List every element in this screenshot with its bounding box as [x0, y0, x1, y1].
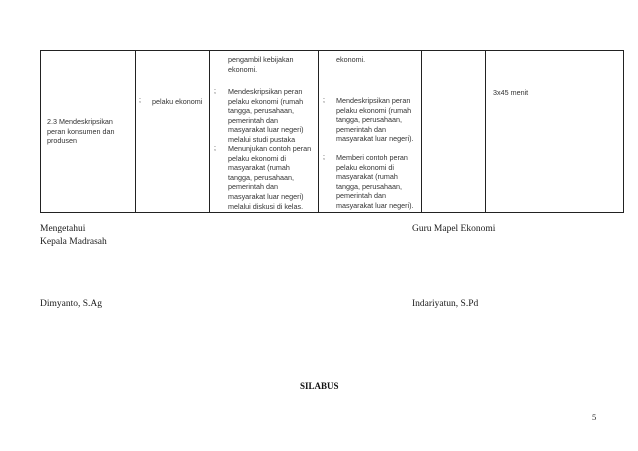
kepala-madrasah-label: Kepala Madrasah: [40, 237, 107, 247]
materi-cell: pelaku ekonomi: [152, 97, 203, 106]
column-divider: [135, 51, 136, 212]
indikator-bullet: ;: [323, 97, 325, 104]
page-number: 5: [592, 412, 597, 422]
kegiatan-bullet: ;: [214, 145, 216, 152]
kegiatan-item: Mendeskripsikan peran pelaku ekonomi (rumah tangga, perusahaan, pemerintah dan masyarakat luar negeri) melalui studi pustaka: [228, 87, 304, 144]
guru-mapel-label: Guru Mapel Ekonomi: [412, 224, 496, 234]
alokasi-waktu-cell: 3x45 menit: [493, 88, 529, 97]
kegiatan-bullet: ;: [214, 88, 216, 95]
column-divider: [209, 51, 210, 212]
indikator-item: Mendeskripsikan peran pelaku ekonomi (rumah tangga, perusahaan, pemerintah dan masyarakat luar negeri).: [336, 96, 414, 144]
guru-mapel-name: Indariyatun, S.Pd: [412, 299, 479, 309]
kepala-madrasah-name: Dimyanto, S.Ag: [40, 299, 103, 309]
column-divider: [421, 51, 422, 212]
kd-cell: 2.3 Mendeskripsikan peran konsumen dan produsen: [47, 117, 115, 146]
kegiatan-top-text: pengambil kebijakan ekonomi.: [228, 55, 294, 74]
kegiatan-item: Menunjukan contoh peran pelaku ekonomi di masyarakat (rumah tangga, perusahaan, pemerintah dan masyarakat luar negeri) melalui diskusi di kelas.: [228, 144, 312, 211]
mengetahui-label: Mengetahui: [40, 224, 86, 234]
page-title: SILABUS: [300, 381, 339, 391]
indikator-top-text: ekonomi.: [336, 55, 366, 64]
indikator-item: Memberi contoh peran pelaku ekonomi di masyarakat (rumah tangga, perusahaan, pemerintah dan masyarakat luar negeri).: [336, 153, 414, 210]
indikator-bullet: ;: [323, 154, 325, 161]
materi-bullet: ;: [139, 97, 141, 104]
column-divider: [485, 51, 486, 212]
column-divider: [318, 51, 319, 212]
